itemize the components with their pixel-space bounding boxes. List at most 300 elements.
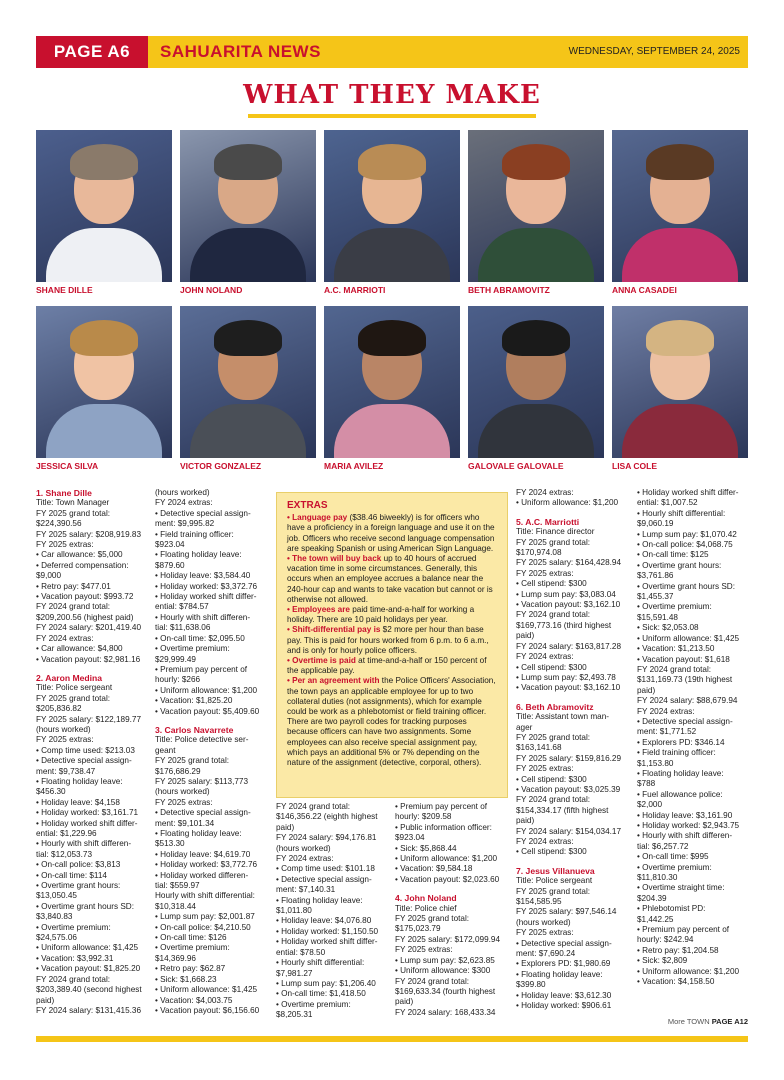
salary-line: • Cell stipend: $300 [516,662,587,672]
salary-line: • Overtime premium: [637,862,712,872]
extras-item-lead: • Shift-differential pay is [287,625,381,635]
salary-line: FY 2024 extras: [155,498,213,508]
paragraph-gap [36,665,152,673]
issue-date: WEDNESDAY, SEPTEMBER 24, 2025 [568,46,740,57]
salary-line: • Sick: $2,809 [637,956,688,966]
portrait-photo [324,130,460,282]
salary-line: • Vacation payout: $993.72 [36,592,134,602]
salary-line: $1,153.80 [637,758,674,768]
salary-line: FY 2025 salary: $97,546.14 [516,907,617,917]
salary-line: FY 2025 extras: [395,945,453,955]
salary-line: $456.30 [36,787,66,797]
salary-line: FY 2025 salary: $159,816.29 [516,753,621,763]
portrait-photo [612,306,748,458]
salary-line: FY 2025 salary: $122,189.77 [36,714,141,724]
salary-line: $146,356.22 (eighth highest [276,812,378,822]
salary-line: • Hourly with shift differen- [36,839,132,849]
salary-line: • Lump sum pay: $2,001.87 [155,912,255,922]
salary-line: $29,999.49 [155,654,196,664]
salary-line: • Hourly shift differential: [637,508,726,518]
masthead-bar [36,36,748,68]
salary-line: FY 2024 salary: $131,415.36 [36,1005,141,1015]
salary-line: FY 2024 grand total: [276,802,351,811]
portrait-shoulders [190,404,306,458]
salary-line: $224,390.56 [36,519,82,529]
portrait-photo [180,306,316,458]
salary-line: • Vacation: $4,003.75 [155,995,233,1005]
salary-line: • Uniform allowance: $1,200 [516,498,619,508]
salary-line: FY 2024 grand total: [637,664,712,674]
salary-line: Title: Police sergeant [516,876,593,886]
photo-caption: GALOVALE GALOVALE [468,461,564,471]
salary-line: • Holiday worked: $3,372.76 [155,581,258,591]
staff-photo-card [180,130,316,295]
extras-item-text: the Police Officers' Association, the town pays an applicable employee for up to two collateral duties (not assignments), which for example could be work as a phlebotomist or field training officer. There are two payroll codes for tracking purposes because officers can have two assignments. Some employees can also receive special assignment pay, which pays an additional 5% or 7% depending on the nature of the assignment (detective, corporal, others). [287,676,496,768]
salary-line: FY 2024 salary: $94,176.81 [276,833,377,843]
staff-photo-card [612,306,748,471]
salary-line: ment: $9,995.82 [155,519,215,529]
salary-line: $15,591.48 [637,612,678,622]
salary-line: $923.04 [155,540,185,550]
salary-line: • Field training officer: [637,748,716,758]
salary-line: • On-call time: $126 [155,933,227,943]
salary-line: • Retro pay: $1,204.58 [637,945,719,955]
salary-line: • Uniform allowance: $1,200 [395,854,498,864]
employee-heading: 2. Aaron Medina [36,672,103,683]
salary-line: • Holiday leave: $4,158 [36,797,120,807]
salary-line: • Detective special assign- [155,808,251,818]
salary-line: • Overtime grant hours: [36,881,121,891]
salary-line: Title: Finance director [516,527,595,537]
salary-line: $7,981.27 [276,968,313,978]
salary-line: FY 2025 grand total: [155,756,230,766]
staff-photo-card [612,130,748,295]
portrait-photo [36,130,172,282]
salary-line: $11,810.30 [637,873,678,883]
salary-line: $879.60 [155,560,185,570]
salary-line: Hourly with shift differential: [155,891,255,901]
salary-line: hourly: $242.94 [637,935,694,945]
portrait-photo [36,306,172,458]
photo-caption: VICTOR GONZALEZ [180,461,262,471]
salary-line: $169,633.34 (fourth highest [395,986,496,996]
salary-line: FY 2024 salary: $163,817.28 [516,641,621,651]
salary-line: • Vacation payout: $1,618 [637,654,730,664]
portrait-shoulders [334,228,450,282]
salary-line: • Premium pay percent of [637,925,730,935]
salary-line: • Overtime grant hours: [637,560,722,570]
salary-line: FY 2024 salary: $201,419.40 [36,623,141,633]
salary-line: tial: $6,257.72 [637,841,689,851]
salary-line: geant [155,745,176,755]
salary-line: FY 2024 grand total: [36,602,111,612]
salary-line: ential: $1,007.52 [637,498,698,508]
salary-line: FY 2024 extras: [36,633,94,643]
employee-heading: 1. Shane Dille [36,488,92,498]
staff-photo-card [36,306,172,471]
salary-line: ment: $7,690.24 [516,949,576,959]
photo-caption: A.C. MARRIOTI [324,285,386,295]
portrait-hair [646,320,714,356]
salary-line: • On-call time: $114 [36,870,107,880]
salary-line: $10,318.44 [155,901,196,911]
salary-line: FY 2024 grand total: [516,610,591,620]
salary-line: Title: Police detective ser- [155,735,249,745]
salary-line: • On-call police: $3,813 [36,860,121,870]
salary-line: FY 2025 extras: [516,568,574,578]
salary-line: FY 2025 salary: $164,428.94 [516,558,621,568]
portrait-shoulders [46,228,162,282]
salary-line: • Fuel allowance police: [637,789,723,799]
salary-line: paid) [516,631,535,641]
paper-name: SAHUARITA NEWS [160,42,321,61]
salary-line: • Holiday worked shift differ- [637,488,739,497]
salary-line: • Holiday worked: $3,772.76 [155,860,258,870]
salary-line: tial: $12,053.73 [36,849,92,859]
salary-line: • Vacation payout: $5,409.60 [155,706,260,716]
salary-line: $9,060.19 [637,519,674,529]
salary-line: FY 2025 grand total: [36,693,111,703]
salary-line: (hours worked) [155,787,210,797]
salary-line: • Vacation: $1,825.20 [155,696,233,706]
extras-item-text: $2 more per hour than base pay. This is paid for hours worked from 6 p.m. to 6 a.m., and is only for hourly police officers. [287,625,489,655]
headline-underline [248,114,536,118]
salary-line: • Overtime straight time: [637,883,725,893]
salary-line: • Vacation payout: $3,025.39 [516,784,621,794]
extras-item-lead: • The town will buy back [287,554,382,564]
salary-line: FY 2025 grand total: [516,537,591,547]
salary-line: $1,455.37 [637,592,674,602]
salary-line: • On-call police: $4,210.50 [155,922,251,932]
salary-line: $399.80 [516,980,546,990]
portrait-hair [214,320,282,356]
salary-line: • Vacation payout: $1,825.20 [36,964,141,974]
salary-line: $2,000 [637,800,663,810]
photo-caption: BETH ABRAMOVITZ [468,285,550,295]
salary-line: • Holiday worked: $2,943.75 [637,821,740,830]
salary-line: FY 2025 extras: [36,540,94,550]
salary-line: (hours worked) [36,724,91,734]
salary-line: FY 2024 grand total: [516,795,591,805]
salary-line: • Holiday leave: $4,619.70 [155,849,251,859]
salary-line: $170,974.08 [516,548,562,558]
salary-line: $131,169.73 (19th highest [637,675,733,685]
salary-line: Title: Assistant town man- [516,712,609,722]
salary-line: tial: $11,638.06 [155,623,211,633]
extras-item-lead: • Overtime is paid [287,656,356,666]
salary-line: hourly: $266 [155,675,201,685]
page-number: PAGE A6 [36,36,148,68]
photo-caption: SHANE DILLE [36,285,93,295]
employee-heading: 5. A.C. Marriotti [516,516,580,527]
salary-line: • Overtime premium: [637,602,712,612]
text-column-1 [36,488,152,1016]
salary-line: • Vacation payout: $3,162.10 [516,600,621,610]
portrait-hair [502,144,570,180]
salary-line: $203,389.40 (second highest [36,985,142,995]
portrait-photo [468,130,604,282]
salary-line: • Uniform allowance: $1,425 [637,633,740,643]
salary-line: • On-call time: $1,418.50 [276,989,366,999]
portrait-shoulders [46,404,162,458]
extras-item [287,554,497,605]
salary-line: FY 2025 grand total: [395,914,470,924]
salary-line: ment: $1,771.52 [637,727,697,737]
photo-caption: JOHN NOLAND [180,285,243,295]
extras-item-lead: • Per an agreement with [287,676,380,686]
salary-line: • Floating holiday leave: [155,550,242,560]
salary-line: • On-call police: $4,068.75 [637,540,733,550]
salary-line: • Overtime premium: [155,644,230,654]
salary-line: • Floating holiday leave: [276,895,363,905]
extras-item [287,513,497,554]
salary-line: (hours worked) [516,917,571,927]
salary-line: $788 [637,779,656,789]
salary-line: FY 2025 grand total: [36,508,111,518]
photo-caption: JESSICA SILVA [36,461,99,471]
salary-line: • Retro pay: $477.01 [36,581,111,591]
extras-item-text: up to 40 hours of accrued vacation time in some circumstances. Generally, this occurs when an employee accrues a balance near the 240-hour cap and wants to take vacation but cannot or is otherwise not allowed. [287,554,493,604]
portrait-photo [324,306,460,458]
salary-line: • Floating holiday leave: [637,768,724,778]
photo-caption: ANNA CASADEI [612,285,677,295]
salary-line: FY 2024 extras: [516,837,574,846]
paragraph-gap [516,509,634,517]
salary-line: hourly: $209.58 [395,812,452,822]
salary-line: • Overtime grant hours SD: [637,581,735,591]
extras-item [287,676,497,768]
salary-line: • Holiday worked shift differ- [36,818,138,828]
portrait-hair [358,144,426,180]
salary-line: • Car allowance: $4,800 [36,644,123,654]
portrait-photo [468,306,604,458]
salary-line: • Detective special assign- [516,938,612,948]
extras-item-text: paid time-and-a-half for working a holiday. There are 10 paid holidays per year. [287,605,475,625]
portrait-shoulders [478,404,594,458]
extras-box [276,492,508,798]
text-column-4 [395,802,511,1018]
portrait-shoulders [190,228,306,282]
salary-line: FY 2025 extras: [155,797,213,807]
salary-line: $3,840.83 [36,912,73,922]
portrait-shoulders [478,228,594,282]
salary-line: • Cell stipend: $300 [516,579,587,589]
salary-line: • Uniform allowance: $1,425 [155,985,258,995]
portrait-photo [612,130,748,282]
salary-line: • Vacation payout: $3,162.10 [516,683,621,693]
text-column-6 [637,488,751,988]
staff-photo-card [180,306,316,471]
staff-photo-card [36,130,172,295]
salary-line: Title: Police sergeant [36,683,113,693]
salary-line: • Holiday leave: $3,584.40 [155,571,251,581]
salary-line: $204.39 [637,893,667,903]
salary-line: FY 2024 salary: $154,034.17 [516,826,621,836]
extras-item-lead: • Language pay [287,513,348,523]
photo-caption: LISA COLE [612,461,658,471]
salary-line: • Hourly shift differential: [276,958,365,968]
staff-photo-card [324,306,460,471]
salary-line: • Premium pay percent of [395,802,488,811]
salary-line: FY 2024 grand total: [36,974,111,984]
portrait-photo [180,130,316,282]
salary-line: • Uniform allowance: $300 [395,966,491,976]
salary-line: FY 2025 salary: $113,773 [155,776,249,786]
staff-photo-card [324,130,460,295]
salary-line: $3,761.86 [637,571,674,581]
salary-line: • Lump sum pay: $2,493.78 [516,672,616,682]
salary-line: Title: Town Manager [36,498,110,508]
salary-line: FY 2024 salary: 168,433.34 [395,1007,496,1017]
salary-line: (hours worked) [155,488,210,497]
salary-line: • Hourly with shift differen- [155,612,251,622]
continued-note [668,1017,748,1026]
salary-line: ment: $9,738.47 [36,766,96,776]
salary-line: • Detective special assign- [155,508,251,518]
salary-line: • Deferred compensation: [36,560,129,570]
staff-photo-card [468,130,604,295]
salary-line: FY 2024 extras: [637,706,695,716]
salary-line: $209,200.56 (highest paid) [36,612,134,622]
salary-line: paid) [395,997,414,1007]
salary-line: $154,585.95 [516,897,562,907]
salary-line: $154,334.17 (fifth highest [516,805,609,815]
salary-line: • Holiday leave: $3,161.90 [637,810,733,820]
portrait-hair [70,320,138,356]
salary-line: • Premium pay percent of [155,664,248,674]
salary-line: $923.04 [395,833,425,843]
salary-line: • Cell stipend: $300 [516,774,587,784]
portrait-hair [502,320,570,356]
salary-line: • Vacation: $3,992.31 [36,953,114,963]
salary-line: • Holiday worked: $3,161.71 [36,808,139,818]
salary-line: • Detective special assign- [276,874,372,884]
salary-line: • Overtime premium: [276,999,351,1009]
salary-line: • Holiday worked: $906.61 [516,1001,612,1011]
portrait-hair [70,144,138,180]
salary-line: • Overtime premium: [155,943,230,953]
text-column-3 [276,802,392,1021]
text-column-2 [155,488,273,1016]
paragraph-gap [516,858,634,866]
salary-line: paid) [276,822,295,832]
salary-line: • Vacation payout: $2,981.16 [36,654,141,664]
salary-line: • Vacation: $4,158.50 [637,977,715,987]
salary-line: • Lump sum pay: $1,070.42 [637,529,737,539]
salary-line: FY 2025 grand total: [516,732,591,742]
salary-line: • Vacation payout: $2,023.60 [395,874,500,884]
salary-line: ager [516,722,533,732]
salary-line: Title: Police chief [395,903,457,913]
salary-line: • Lump sum pay: $3,083.04 [516,589,616,599]
salary-line: • On-call time: $995 [637,852,709,862]
salary-line: $163,141.68 [516,743,562,753]
salary-line: FY 2025 extras: [516,928,574,938]
paragraph-gap [516,694,634,702]
salary-line: • Field training officer: [155,529,234,539]
salary-line: • On-call time: $125 [637,550,709,560]
salary-line: • Car allowance: $5,000 [36,550,123,560]
salary-line: • Public information officer: [395,822,492,832]
extras-title: EXTRAS [287,500,328,511]
salary-line: $175,023.79 [395,924,441,934]
salary-line: • Sick: $1,668.23 [155,974,217,984]
salary-line: (hours worked) [276,843,331,853]
salary-line: • Sick: $2,053.08 [637,623,699,633]
salary-line: • Overtime grant hours SD: [36,901,134,911]
salary-line: FY 2025 salary: $208,919.83 [36,529,141,539]
salary-line: tial: $559.97 [155,881,200,891]
employee-heading: 3. Carlos Navarrete [155,724,234,735]
salary-line: • Explorers PD: $1,980.69 [516,959,611,969]
photo-caption: MARIA AVILEZ [324,461,384,471]
salary-line: FY 2024 grand total: [395,976,470,986]
salary-line: ment: $9,101.34 [155,818,215,828]
salary-line: • Lump sum pay: $1,206.40 [276,978,376,988]
staff-photo-card [468,306,604,471]
salary-line: • Detective special assign- [36,756,132,766]
salary-line: • Holiday leave: $4,076.80 [276,916,372,926]
salary-line: ential: $784.57 [155,602,209,612]
extras-item-text: at time-and-a-half or 150 percent of the applicable pay. [287,656,487,676]
salary-line: • Holiday worked shift differ- [276,937,378,947]
salary-line: • Cell stipend: $300 [516,847,587,857]
salary-line: paid) [637,685,656,695]
salary-line: • Detective special assign- [637,716,733,726]
salary-line: paid) [516,816,535,826]
salary-line: ment: $7,140.31 [276,885,336,895]
salary-line: $13,050.45 [36,891,77,901]
extras-item-text: ($38.46 biweekly) is for officers who have a proficiency in a foreign language and use it on the job. Officers who receive second language compensation are speaking Spanish or using American Sign Language. [287,513,495,553]
salary-line: • Floating holiday leave: [516,969,603,979]
salary-line: • Vacation payout: $6,156.60 [155,1005,260,1015]
extras-item [287,625,497,656]
salary-line: • Hourly with shift differen- [637,831,733,841]
salary-line: • Floating holiday leave: [155,829,242,838]
salary-line: • Lump sum pay: $2,623.85 [395,955,495,965]
salary-line: • Holiday worked: $1,150.50 [276,926,379,936]
continued-page: PAGE A12 [711,1017,748,1026]
salary-line: FY 2024 extras: [276,854,334,864]
salary-line: • Sick: $5,868.44 [395,843,457,853]
salary-line: $176,686.29 [155,766,201,776]
salary-line: • Holiday leave: $3,612.30 [516,990,612,1000]
extras-item-lead: • Employees are [287,605,350,615]
salary-line: ential: $78.50 [276,947,326,957]
salary-line: • On-call time: $2,095.50 [155,633,245,643]
extras-item [287,656,497,676]
salary-line: • Uniform allowance: $1,200 [637,966,740,976]
salary-line: $513.30 [155,839,185,849]
portrait-hair [646,144,714,180]
employee-heading: 6. Beth Abramovitz [516,701,594,712]
employee-heading: 7. Jesus Villanueva [516,865,595,876]
salary-line: • Uniform allowance: $1,200 [155,685,258,695]
bottom-rule [36,1036,748,1042]
employee-heading: 4. John Noland [395,893,457,904]
salary-line: FY 2024 salary: $88,679.94 [637,696,738,706]
salary-line: $14,369.96 [155,953,196,963]
salary-line: $1,442.25 [637,914,674,924]
salary-line: FY 2025 extras: [516,764,574,774]
extras-item [287,605,497,625]
extras-list [287,513,497,768]
salary-line: FY 2024 extras: [516,488,574,497]
salary-line: • Comp time used: $213.03 [36,745,135,755]
portrait-shoulders [622,404,738,458]
salary-line: FY 2025 salary: $172,099.94 [395,934,500,944]
salary-line: FY 2025 extras: [36,735,94,745]
